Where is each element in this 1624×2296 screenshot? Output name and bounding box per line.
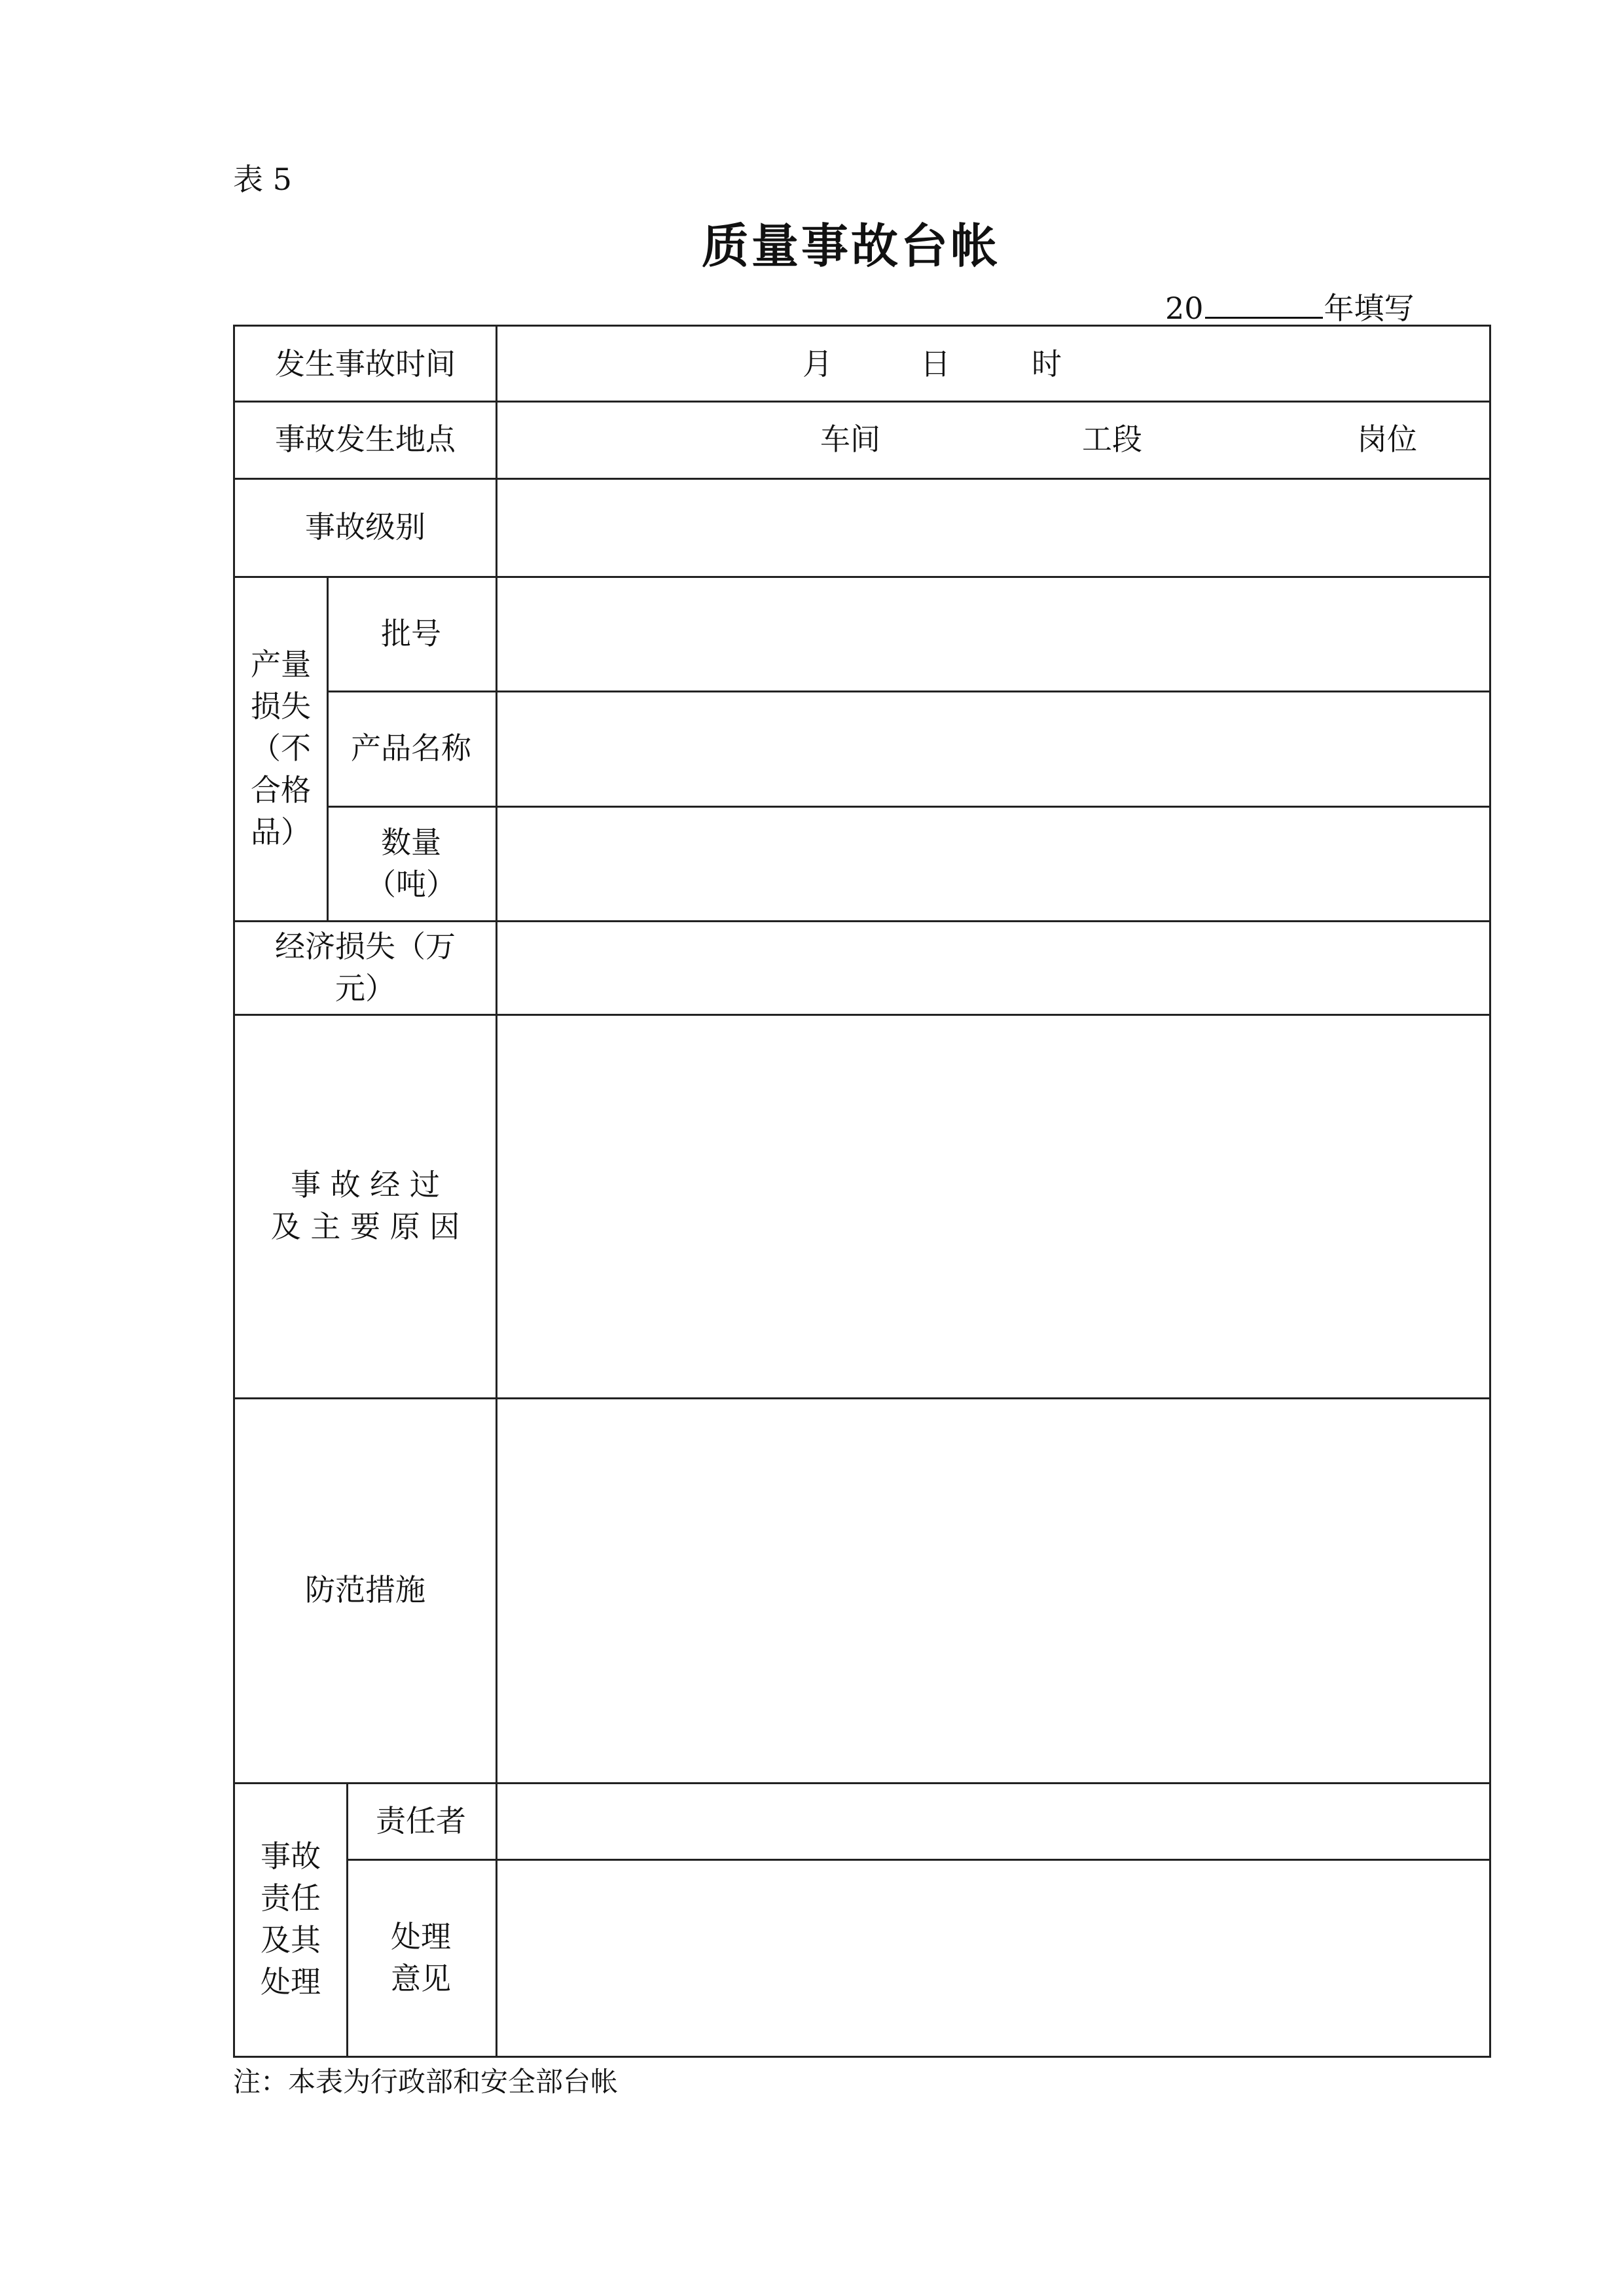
accident-level-field[interactable] bbox=[496, 478, 1489, 576]
output-loss-line-5: 品） bbox=[251, 814, 311, 850]
month-label: 月 bbox=[803, 346, 833, 382]
batch-number-field[interactable] bbox=[496, 576, 1489, 691]
output-loss-line-3: （不 bbox=[251, 730, 311, 766]
accident-level-label: 事故级别 bbox=[305, 509, 425, 545]
responsibility-group-label bbox=[235, 1782, 346, 2056]
accident-location-label: 事故发生地点 bbox=[275, 422, 456, 457]
accident-process-field[interactable] bbox=[496, 1014, 1489, 1397]
handling-opinion-line-2: 意见 bbox=[391, 1960, 451, 1996]
product-name-field[interactable] bbox=[496, 691, 1489, 806]
output-loss-line-4: 合格 bbox=[251, 772, 311, 808]
economic-loss-line-2: 元） bbox=[335, 970, 395, 1006]
handling-opinion-line-1: 处理 bbox=[391, 1918, 451, 1954]
quantity-field[interactable] bbox=[496, 806, 1489, 920]
form-title: 质量事故台帐 bbox=[701, 218, 1000, 274]
accident-time-label: 发生事故时间 bbox=[275, 346, 456, 382]
handling-opinion-field[interactable] bbox=[496, 1859, 1489, 2056]
economic-loss-field[interactable] bbox=[496, 920, 1489, 1014]
responsible-person-field[interactable] bbox=[496, 1782, 1489, 1859]
prevention-measures-label: 防范措施 bbox=[305, 1572, 425, 1607]
product-name-label: 产品名称 bbox=[351, 730, 471, 766]
footer-note: 注：本表为行政部和安全部台帐 bbox=[233, 2066, 619, 2098]
accident-process-line-2: 及 主 要 原 因 bbox=[270, 1209, 460, 1244]
output-loss-line-1: 产量 bbox=[251, 647, 311, 682]
workshop-label: 车间 bbox=[820, 422, 880, 457]
year-suffix: 年填写 bbox=[1324, 291, 1415, 326]
accident-process-line-1: 事 故 经 过 bbox=[291, 1167, 440, 1202]
output-loss-line-2: 损失 bbox=[251, 689, 311, 724]
table-number-label: 表 5 bbox=[233, 162, 292, 197]
accident-process-label bbox=[235, 1014, 496, 1397]
responsibility-line-2: 责任 bbox=[261, 1880, 321, 1916]
economic-loss-line-1: 经济损失（万 bbox=[275, 928, 456, 964]
quantity-label-line-1: 数量 bbox=[381, 824, 441, 860]
batch-number-label: 批号 bbox=[381, 615, 441, 651]
hour-label: 时 bbox=[1032, 346, 1062, 382]
accident-ledger-table bbox=[233, 325, 1491, 2058]
quantity-label-line-2: （吨） bbox=[366, 866, 456, 902]
responsible-person-label: 责任者 bbox=[376, 1803, 466, 1839]
day-label: 日 bbox=[920, 346, 950, 382]
post-label: 岗位 bbox=[1357, 422, 1417, 457]
quantity-label bbox=[327, 806, 496, 920]
handling-opinion-label bbox=[346, 1859, 496, 2056]
fill-year-line bbox=[1165, 285, 1415, 328]
prevention-measures-field[interactable] bbox=[496, 1397, 1489, 1782]
year-prefix: 20 bbox=[1165, 291, 1204, 326]
section-label: 工段 bbox=[1082, 422, 1142, 457]
responsibility-line-1: 事故 bbox=[261, 1839, 321, 1874]
year-blank-field[interactable] bbox=[1205, 291, 1323, 319]
economic-loss-label bbox=[235, 920, 496, 1014]
responsibility-line-3: 及其 bbox=[261, 1922, 321, 1958]
responsibility-line-4: 处理 bbox=[261, 1964, 321, 2000]
output-loss-group-label bbox=[235, 576, 327, 920]
